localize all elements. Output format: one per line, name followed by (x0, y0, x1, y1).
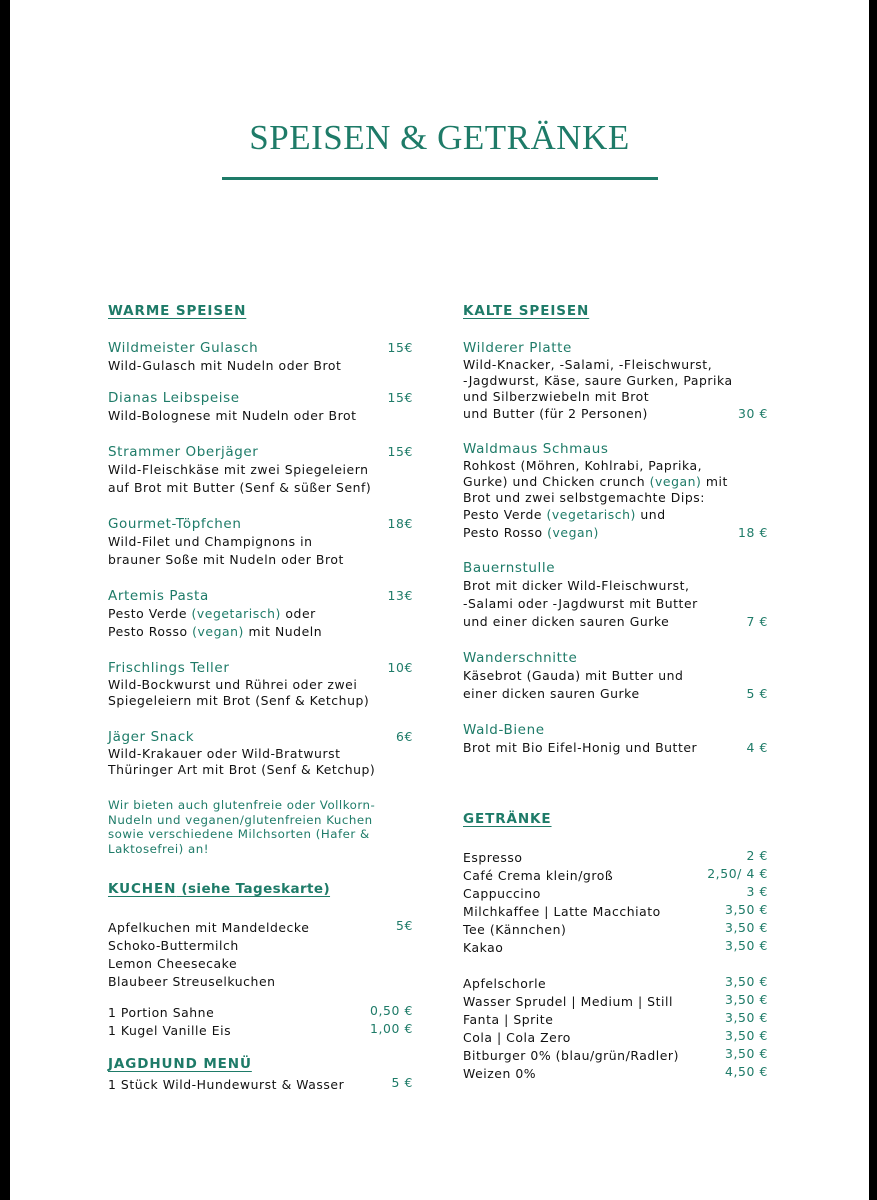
title-underline (222, 177, 658, 180)
item-name: Bauernstulle (463, 560, 556, 576)
item-price: 10€ (387, 660, 413, 675)
dietary-tag: (vegan) (192, 624, 244, 639)
drink-row: Wasser Sprudel | Medium | Still 3,50 € (463, 992, 768, 1009)
dietary-tag: (vegan) (547, 525, 599, 540)
item-name: Wilderer Platte (463, 340, 572, 356)
item-name: Frischlings Teller (108, 660, 230, 676)
section-heading-warme-speisen: WARME SPEISEN (108, 303, 247, 319)
item-description: Wild-Knacker, -Salami, -Fleischwurst, (463, 357, 713, 372)
item-description: Pesto Verde (vegetarisch) oder (108, 606, 316, 621)
item-description: Wild-Gulasch mit Nudeln oder Brot (108, 358, 342, 373)
item-name: Wildmeister Gulasch (108, 340, 259, 356)
item-price: 15€ (387, 340, 413, 355)
item-description: Brot mit Bio Eifel-Honig und Butter (463, 740, 698, 755)
drink-row: Bitburger 0% (blau/grün/Radler) 3,50 € (463, 1046, 768, 1063)
item-description: Brot mit dicker Wild-Fleischwurst, (463, 578, 690, 593)
list-item: Schoko-Buttermilch (108, 938, 239, 953)
list-item: 1 Kugel Vanille Eis 1,00 € (108, 1021, 413, 1038)
menu-item (108, 389, 413, 425)
drink-row: Café Crema klein/groß 2,50/ 4 € (463, 866, 768, 883)
list-item: 1 Stück Wild-Hundewurst & Wasser 5 € (108, 1075, 413, 1092)
dietary-tag: (vegetarisch) (191, 606, 281, 621)
item-price: 15€ (387, 444, 413, 459)
drink-row: Kakao 3,50 € (463, 938, 768, 955)
item-description: Wild-Fleischkäse mit zwei Spiegeleiern (108, 462, 369, 477)
menu-item (463, 339, 768, 423)
item-description: Rohkost (Möhren, Kohlrabi, Paprika, (463, 458, 703, 473)
item-description: Spiegeleiern mit Brot (Senf & Ketchup) (108, 693, 370, 708)
item-price: 5 € (746, 686, 768, 701)
item-price: 4 € (746, 740, 768, 755)
item-description: Wild-Filet und Champignons in (108, 534, 313, 549)
item-description: Käsebrot (Gauda) mit Butter und (463, 668, 684, 683)
menu-item (108, 443, 413, 497)
page-title: SPEISEN & GETRÄNKE (249, 118, 630, 157)
section-heading-kuchen: KUCHEN (siehe Tageskarte) (108, 881, 331, 897)
item-description: Wild-Krakauer oder Wild-Bratwurst (108, 746, 341, 761)
item-name: Jäger Snack (108, 729, 195, 745)
item-price: 18€ (387, 516, 413, 531)
drink-row: Weizen 0% 4,50 € (463, 1064, 768, 1081)
item-description: Wild-Bolognese mit Nudeln oder Brot (108, 408, 357, 423)
drink-row: Fanta | Sprite 3,50 € (463, 1010, 768, 1027)
dietary-tag: (vegan) (649, 474, 702, 489)
item-price: 18 € (738, 525, 768, 540)
drink-row: Milchkaffee | Latte Macchiato 3,50 € (463, 902, 768, 919)
item-price: 13€ (387, 588, 413, 603)
menu-page (10, 0, 869, 1200)
item-description: Pesto Rosso (vegan) (463, 525, 599, 540)
menu-item (108, 339, 413, 375)
drink-row: Cappuccino 3 € (463, 884, 768, 901)
item-description: und einer dicken sauren Gurke (463, 614, 670, 629)
menu-item (463, 721, 768, 757)
drink-row: Apfelschorle 3,50 € (463, 974, 768, 991)
item-price: 6€ (396, 729, 413, 744)
item-description: Wild-Bockwurst und Rührei oder zwei (108, 677, 358, 692)
menu-item (108, 515, 413, 569)
item-description: -Jagdwurst, Käse, saure Gurken, Paprika (463, 373, 733, 388)
drink-row: Cola | Cola Zero 3,50 € (463, 1028, 768, 1045)
section-heading-kalte-speisen: KALTE SPEISEN (463, 303, 590, 319)
menu-item (108, 728, 413, 778)
item-description: und Silberzwiebeln mit Brot (463, 389, 650, 404)
dietary-note: Wir bieten auch glutenfreie oder Vollkorn- Nudeln und veganen/glutenfreien Kuchen sowie verschiedene Milchsorten (Hafer & Laktosefrei) an! (108, 798, 376, 856)
item-description: Gurke) und Chicken crunch (vegan) mit (463, 474, 728, 489)
item-description: auf Brot mit Butter (Senf & süßer Senf) (108, 480, 372, 495)
menu-item (463, 440, 768, 542)
list-item: Blaubeer Streuselkuchen (108, 974, 276, 989)
item-price: 7 € (746, 614, 768, 629)
item-description: und Butter (für 2 Personen) (463, 406, 648, 421)
menu-item (463, 649, 768, 703)
item-description: einer dicken sauren Gurke (463, 686, 640, 701)
item-description: Pesto Verde (vegetarisch) und (463, 507, 666, 522)
item-price: 15€ (387, 390, 413, 405)
item-name: Strammer Oberjäger (108, 444, 259, 460)
item-name: Wanderschnitte (463, 650, 578, 666)
item-description: brauner Soße mit Nudeln oder Brot (108, 552, 344, 567)
drink-row: Tee (Kännchen) 3,50 € (463, 920, 768, 937)
item-name: Waldmaus Schmaus (463, 441, 609, 457)
item-name: Wald-Biene (463, 722, 545, 738)
section-heading-jagdhund-menu: JAGDHUND MENÜ (108, 1056, 252, 1072)
list-item: Apfelkuchen mit Mandeldecke 5€ (108, 918, 413, 935)
item-description: Thüringer Art mit Brot (Senf & Ketchup) (108, 762, 376, 777)
drink-row: Espresso 2 € (463, 848, 768, 865)
item-description: -Salami oder -Jagdwurst mit Butter (463, 596, 698, 611)
list-item: Lemon Cheesecake (108, 956, 238, 971)
menu-item (108, 659, 413, 709)
item-name: Gourmet-Töpfchen (108, 516, 242, 532)
item-name: Artemis Pasta (108, 588, 209, 604)
menu-item (108, 587, 413, 641)
item-price: 30 € (738, 406, 768, 421)
item-name: Dianas Leibspeise (108, 390, 240, 406)
menu-item (463, 559, 768, 631)
item-description: Brot und zwei selbstgemachte Dips: (463, 490, 705, 505)
dietary-tag: (vegetarisch) (546, 507, 636, 522)
section-heading-getraenke: GETRÄNKE (463, 811, 552, 827)
item-description: Pesto Rosso (vegan) mit Nudeln (108, 624, 323, 639)
list-item: 1 Portion Sahne 0,50 € (108, 1003, 413, 1020)
